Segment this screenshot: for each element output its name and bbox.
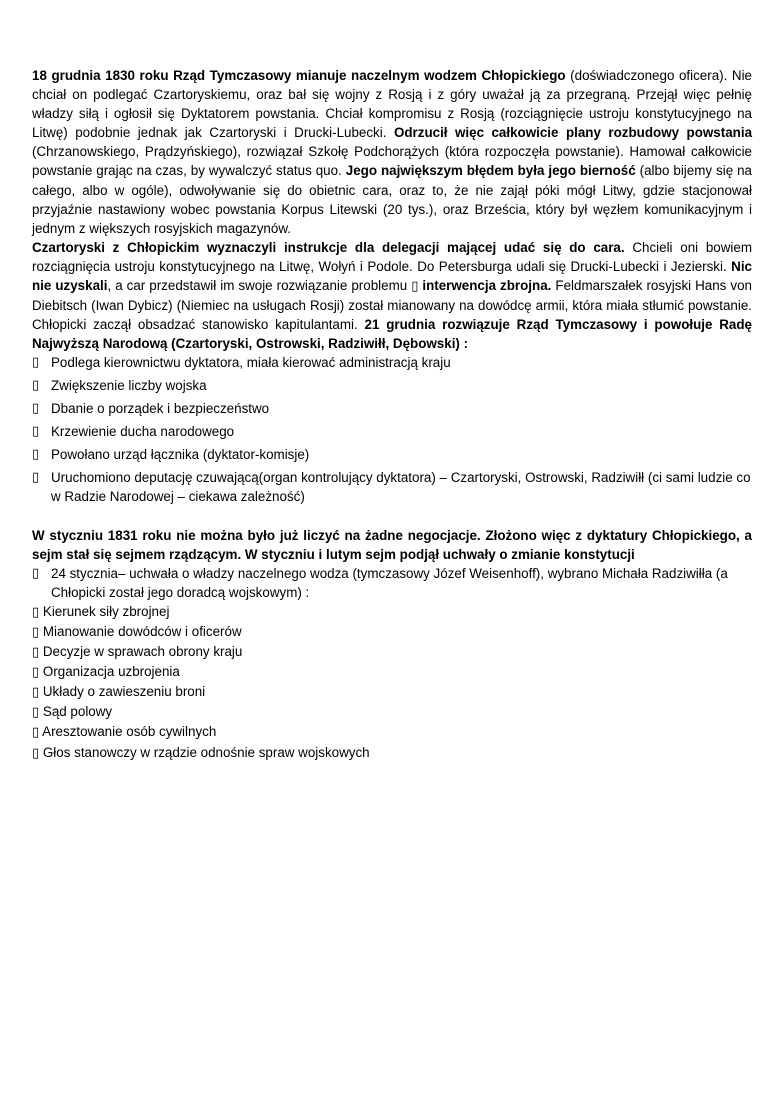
paragraph-january-1831: W styczniu 1831 roku nie można było już liczyć na żadne negocjacje. Złożono więc z dyktatury Chłopickiego, a sejm stał się sejmem rządzącym. W styczniu i lutym sejm podjął uchwały o zmianie konstytucji <box>32 527 752 562</box>
bold-text: 21 grudnia rozwiązuje Rząd Tymczasowy i powołuje Radę Najwyższą Narodową (Czartoryski, Ostrowski, Radziwiłł, Dębowski) : <box>32 317 753 352</box>
commander-powers-list <box>32 602 752 763</box>
box-glyph-icon: ▯ <box>32 378 40 394</box>
box-glyph-icon: ▯ <box>32 685 40 701</box>
box-glyph-icon: ▯ <box>32 604 40 620</box>
body-text: (albo bijemy się na całego, albo w ogóle), odwoływanie się do obietnic cara, oraz to, że nie zajął póki mógł Litwy, gdzie stacjonował przyjaźnie nastawiony wobec powstania Korpus Litewski (20 tys.), oraz Brześcia, który był węzłem komunikacyjnym i jednym z większych rosyjskich magazynów. <box>32 163 752 236</box>
list-item: ▯ Układy o zawieszeniu broni <box>32 684 206 701</box>
blank-line <box>32 507 752 526</box>
list-item: ▯ Głos stanowczy w rządzie odnośnie spraw wojskowych <box>32 744 370 761</box>
body-text: (Chrzanowskiego, Prądzyńskiego), rozwiązał Szkołę Podchorążych (która rozpoczęła powstanie). Hamował całkowicie powstanie grając na czas, by wywalczyć status quo. <box>32 144 752 179</box>
paragraph-dictatorship <box>32 66 752 238</box>
list-item: ▯ Powołano urząd łącznika (dyktator-komisje) <box>32 445 752 464</box>
bold-text: Nic nie uzyskali <box>32 258 752 294</box>
box-glyph-icon: ▯ <box>32 470 40 486</box>
list-item: ▯ Krzewienie ducha narodowego <box>32 422 752 441</box>
box-glyph-icon: ▯ <box>411 279 419 295</box>
box-glyph-icon: ▯ <box>32 725 40 741</box>
list-item: ▯ Decyzje w sprawach obrony kraju <box>32 644 243 661</box>
box-glyph-icon: ▯ <box>32 447 40 463</box>
bold-text: 18 grudnia 1830 roku Rząd Tymczasowy mianuje naczelnym wodzem Chłopickiego <box>32 68 566 83</box>
list-item: ▯ Dbanie o porządek i bezpieczeństwo <box>32 399 752 418</box>
body-text: Chcieli oni bowiem rozciągnięcia ustroju konstytucyjnego na Litwę, Wołyń i Podole. Do Petersburga udali się Drucki-Lubecki i Jezierski. <box>32 239 752 274</box>
list-item: ▯ Uruchomiono deputację czuwającą(organ kontrolujący dyktatora) – Czartoryski, Ostrowski, Radziwiłł (ci sami ludzie co w Radzie Narodowej – ciekawa zależność) <box>32 470 751 505</box>
list-item: ▯ Mianowanie dowódców i oficerów <box>32 623 242 640</box>
list-item: ▯ Zwiększenie liczby wojska <box>32 376 752 395</box>
body-text: (doświadczonego oficera). Nie chciał on podlegać Czartoryskiemu, oraz bał się wojny z Rosją i z góry uważał ją za przegraną. Przejął więc pełnię władzy siłą i ogłosił się Dyktatorem powstania. Chciał kompromisu z Rosją (rozciągnięcie ustroju konstytucyjnego na Litwę) podobnie jednak jak Czartoryski i Drucki-Lubecki. <box>32 68 753 141</box>
box-glyph-icon: ▯ <box>32 705 40 721</box>
body-text: Feldmarszałek rosyjski Hans von Diebitsch (Iwan Dybicz) (Niemiec na usługach Rosji) został mianowany na dowódcę armii, która miała stłumić powstanie. Chłopicki zaczął obsadzać stanowisko kapitulantami. <box>32 278 752 333</box>
box-glyph-icon: ▯ <box>32 565 40 581</box>
box-glyph-icon: ▯ <box>32 401 40 417</box>
list-item: ▯ Organizacja uzbrojenia <box>32 664 180 681</box>
bold-text: Czartoryski z Chłopickim wyznaczyli instrukcje dla delegacji mającej udać się do cara. <box>32 239 625 255</box>
list-item: ▯ Podlega kierownictwu dyktatora, miała kierować administracją kraju <box>32 353 752 372</box>
box-glyph-icon: ▯ <box>32 355 40 371</box>
list-item: ▯ Sąd polowy <box>32 704 113 721</box>
box-glyph-icon: ▯ <box>32 624 40 640</box>
box-glyph-icon: ▯ <box>32 424 40 440</box>
list-item: ▯ Aresztowanie osób cywilnych <box>32 724 217 741</box>
list-item: ▯ Kierunek siły zbrojnej <box>32 603 170 620</box>
bold-text: Jego największym błędem była jego bierność <box>345 163 636 179</box>
bold-text: Odrzucił więc całkowicie plany rozbudowy powstania <box>393 125 753 141</box>
paragraph-delegation <box>32 238 752 354</box>
body-text: , a car przedstawił im swoje rozwiązanie problemu <box>107 278 412 294</box>
box-glyph-icon: ▯ <box>32 645 40 661</box>
box-glyph-icon: ▯ <box>32 665 40 681</box>
list-item-january-24: ▯ 24 stycznia– uchwała o władzy naczelnego wodza (tymczasowy Józef Weisenhoff), wybrano Michała Radziwiłła (a Chłopicki został jego doradcą wojskowym) : <box>32 565 728 600</box>
council-duties-list <box>32 353 752 506</box>
bold-text: interwencja zbrojna. <box>422 278 552 294</box>
box-glyph-icon: ▯ <box>32 745 40 761</box>
document-page <box>32 66 752 763</box>
